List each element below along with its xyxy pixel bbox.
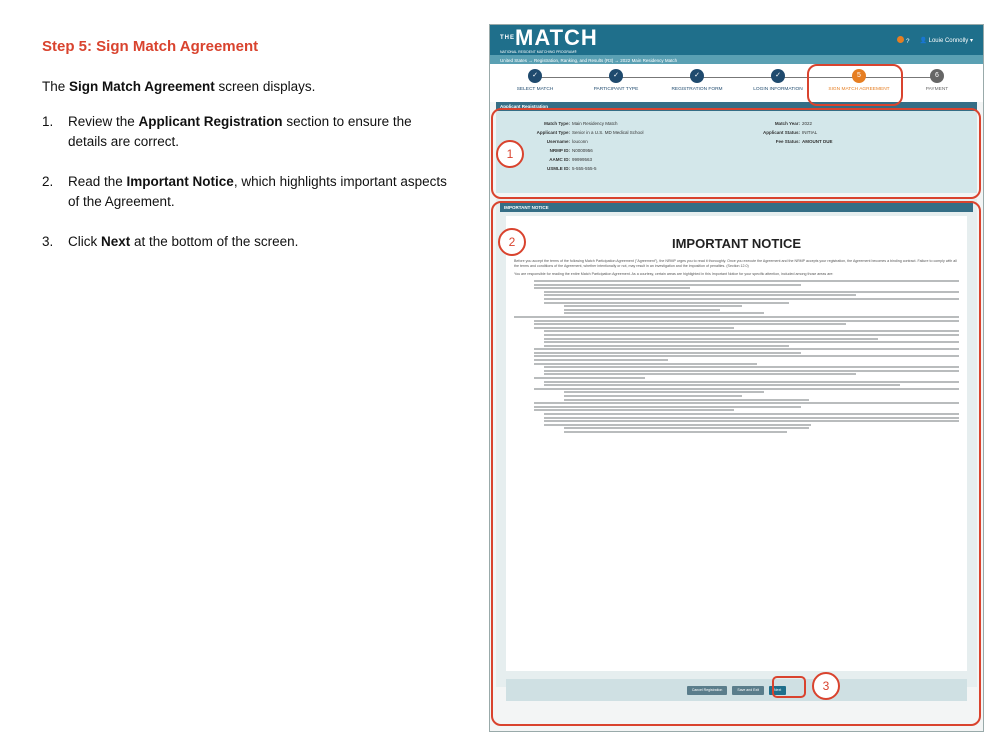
wizard-highlight xyxy=(807,64,903,106)
app-header xyxy=(490,25,983,55)
registration-highlight xyxy=(491,108,981,199)
wizard-step-login-information: ✓ LOGIN INFORMATION xyxy=(738,69,818,92)
wizard-step-select-match: ✓ SELECT MATCH xyxy=(495,69,575,92)
user-menu[interactable]: 👤 Louie Connolly ▾ xyxy=(919,37,973,44)
instruction-item: 1. Review the Applicant Registration section to ensure the details are correct. xyxy=(42,114,412,149)
notice-header: IMPORTANT NOTICE xyxy=(500,203,973,212)
breadcrumb: United States → Registration, Ranking, and Results (R3) → 2022 Main Residency Match xyxy=(490,55,983,64)
instruction-list xyxy=(42,112,452,252)
notice-highlight xyxy=(491,201,981,726)
instruction-item: 3. Click Next at the bottom of the screen. xyxy=(42,234,299,249)
wizard-step-payment: 6 PAYMENT xyxy=(897,69,977,92)
next-button[interactable]: Next xyxy=(769,686,786,695)
cancel-registration-button[interactable]: Cancel Registration xyxy=(687,686,728,695)
next-highlight xyxy=(772,676,806,698)
help-icon[interactable]: ? xyxy=(897,36,909,45)
callout-3: 3 xyxy=(812,672,840,700)
callout-2: 2 xyxy=(498,228,526,256)
wizard-steps xyxy=(490,64,983,102)
intro-text: The Sign Match Agreement screen displays. xyxy=(42,79,316,94)
wizard-step-sign-match-agreement: 5 SIGN MATCH AGREEMENT xyxy=(819,69,899,92)
instructions-panel xyxy=(42,38,452,272)
step-heading: Step 5: Sign Match Agreement xyxy=(42,38,259,55)
match-logo: $^{THE}$MATCH NATIONAL RESIDENT MATCHING PROGRAM® xyxy=(500,24,598,54)
save-and-exit-button[interactable]: Save and Exit xyxy=(732,686,764,695)
registration-header: Applicant Registration xyxy=(496,102,977,111)
wizard-step-registration-form: ✓ REGISTRATION FORM xyxy=(657,69,737,92)
applicant-registration: Match Type: Main Residency Match Applicant Type: Senior in a U.S. MD Medical School Username: louconn NRMP ID: N0000956 AAMC ID: 99999563 USMLE ID: 5-555-555-5 Match Year: 2022 Applicant Status: INITIAL Fee Status: AMOUNT DUE xyxy=(496,111,977,193)
notice-title: IMPORTANT NOTICE xyxy=(671,236,802,251)
notice-responsible: You are responsible for reading the entire Match Participation Agreement. As a courtesy, certain areas are highlighted in this Important Notice for your specific attention, included among those areas are: xyxy=(514,272,834,276)
callout-1: 1 xyxy=(496,140,524,168)
wizard-step-participant-type: ✓ PARTICIPANT TYPE xyxy=(576,69,656,92)
instruction-item: 2. Read the Important Notice, which highlights important aspects of the Agreement. xyxy=(42,174,447,209)
notice-intro: Before you accept the terms of the following Match Participation Agreement ("Agreement"), the NRMP urges you to read it thoroughly. Once you execute the Agreement and the NRMP accepts your registration, the Agreement becomes a binding contract. Failure to comply with all the terms and conditions of the Agreement, whether intentionally or not, may result in an investigation and the imposition of penalties. (Section 12.0) xyxy=(514,259,957,268)
